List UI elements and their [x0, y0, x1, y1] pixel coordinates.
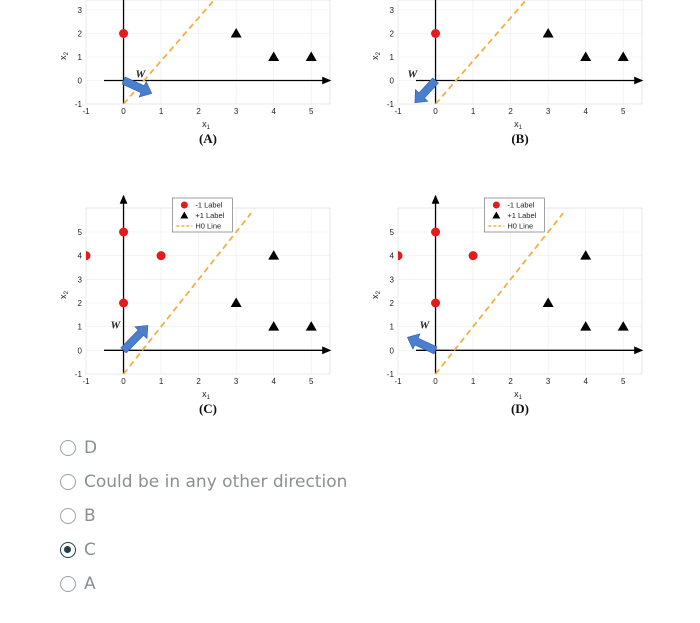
option-any-direction[interactable] [60, 470, 347, 494]
y-tick-label: -1 [386, 100, 394, 109]
chart-panel-3 [58, 196, 330, 416]
weight-vector-label: W [419, 319, 430, 332]
x-tick-label: 5 [621, 107, 626, 116]
option-d[interactable] [60, 436, 97, 460]
x-tick-label: 5 [621, 377, 626, 386]
y-axis-label: $x_2$ [370, 52, 382, 60]
x-tick-label: 0 [433, 107, 438, 116]
legend-entry: H0 Line [195, 221, 222, 231]
option-label: A [84, 574, 96, 594]
y-axis-label-sub: 2 [64, 291, 70, 295]
y-axis-label: $x_2$ [58, 52, 70, 60]
option-a[interactable] [60, 572, 96, 596]
weight-vector-label: W [135, 68, 146, 81]
y-tick-label: 3 [77, 6, 82, 15]
legend-marker-circle [181, 202, 188, 209]
x-axis-label: $x_1$ [202, 119, 210, 131]
x-tick-label: 0 [433, 377, 438, 386]
neg-point [157, 251, 166, 260]
y-axis-label-sub: 2 [376, 52, 382, 56]
option-label: B [84, 506, 96, 526]
x-tick-label: 0 [121, 377, 126, 386]
legend-entry: -1 Label [195, 200, 223, 210]
y-tick-label: 0 [77, 76, 82, 86]
y-axis-label: $x_2$ [370, 291, 382, 299]
x-tick-label: 1 [158, 377, 164, 386]
panel-caption: (B) [511, 131, 529, 146]
radio-checked-icon[interactable] [60, 542, 76, 558]
y-tick-label: 0 [77, 346, 82, 356]
x-axis-label-sub: 1 [518, 125, 522, 131]
x-tick-label: -1 [82, 377, 90, 386]
radio-icon[interactable] [60, 576, 76, 592]
option-b[interactable] [60, 504, 96, 528]
y-tick-label: 1 [389, 53, 394, 62]
neg-point [119, 299, 128, 308]
y-tick-label: -1 [74, 100, 82, 109]
chart-panel-2 [370, 0, 642, 146]
neg-point [431, 228, 440, 237]
neg-point [119, 29, 128, 38]
neg-point [431, 299, 440, 308]
x-tick-label: 3 [545, 377, 551, 386]
x-tick-label: 4 [271, 377, 276, 386]
x-tick-label: 3 [545, 107, 551, 116]
x-axis-label: $x_1$ [514, 389, 522, 401]
neg-point [394, 251, 403, 260]
weight-vector-label: W [110, 319, 121, 332]
y-tick-label: 0 [389, 76, 394, 86]
y-tick-label: 3 [389, 6, 394, 15]
y-tick-label: 3 [389, 275, 394, 285]
x-tick-label: 1 [470, 377, 476, 386]
y-tick-label: 2 [389, 29, 394, 39]
radio-icon[interactable] [60, 508, 76, 524]
weight-vector-label: W [407, 68, 418, 81]
neg-point [469, 251, 478, 260]
legend [484, 198, 544, 232]
x-tick-label: -1 [394, 377, 402, 386]
y-tick-label: 4 [389, 251, 394, 261]
option-label: Could be in any other direction [84, 472, 348, 492]
x-tick-label: 2 [196, 377, 201, 386]
x-tick-label: 4 [583, 377, 588, 386]
y-tick-label: 5 [389, 228, 394, 237]
x-tick-label: 0 [121, 107, 126, 116]
y-axis-label: $x_2$ [58, 291, 70, 299]
radio-icon[interactable] [60, 474, 76, 490]
y-tick-label: 3 [77, 275, 82, 285]
x-tick-label: 3 [233, 107, 239, 116]
x-tick-label: 4 [271, 107, 276, 116]
chart-panel-1 [58, 0, 330, 146]
x-axis-label-sub: 1 [518, 395, 522, 401]
y-tick-label: 1 [389, 322, 394, 332]
y-tick-label: 0 [389, 346, 394, 356]
panel-caption: (A) [198, 131, 218, 146]
radio-icon[interactable] [60, 440, 76, 456]
y-tick-label: 2 [77, 299, 82, 308]
y-tick-label: 2 [389, 299, 394, 308]
x-tick-label: 2 [508, 107, 513, 116]
x-tick-label: 1 [158, 107, 164, 116]
y-tick-label: 4 [77, 251, 82, 261]
panel-caption: (D) [510, 401, 530, 416]
panel-caption: (C) [198, 401, 218, 416]
y-tick-label: -1 [386, 370, 394, 379]
y-tick-label: 1 [77, 53, 82, 62]
y-tick-label: -1 [74, 370, 82, 379]
x-tick-label: -1 [394, 107, 402, 116]
y-axis-label-sub: 2 [64, 52, 70, 56]
x-axis-label: $x_1$ [202, 389, 210, 401]
y-axis-label-sub: 2 [376, 291, 382, 295]
x-tick-label: 5 [309, 107, 314, 116]
x-tick-label: 4 [583, 107, 588, 116]
y-tick-label: 2 [77, 29, 82, 39]
option-label: C [84, 540, 96, 560]
option-c[interactable] [60, 538, 96, 562]
x-tick-label: 1 [470, 107, 476, 116]
plot-area [86, 0, 330, 104]
neg-point [119, 228, 128, 237]
x-tick-label: 2 [196, 107, 201, 116]
x-tick-label: -1 [82, 107, 90, 116]
x-tick-label: 3 [233, 377, 239, 386]
legend-entry: +1 Label [195, 211, 225, 220]
legend-marker-circle [493, 202, 500, 209]
x-axis-label-sub: 1 [206, 395, 210, 401]
legend-entry: +1 Label [507, 211, 537, 220]
plot-area [398, 0, 642, 104]
x-axis-label: $x_1$ [514, 119, 522, 131]
x-axis-label-sub: 1 [206, 125, 210, 131]
x-tick-label: 5 [309, 377, 314, 386]
legend [172, 198, 232, 232]
chart-panel-4 [370, 196, 642, 416]
option-label: D [84, 438, 98, 458]
y-tick-label: 5 [77, 228, 82, 237]
neg-point [431, 29, 440, 38]
y-tick-label: 1 [77, 322, 82, 332]
legend-entry: H0 Line [507, 221, 534, 231]
legend-entry: -1 Label [507, 200, 535, 210]
x-tick-label: 2 [508, 377, 513, 386]
neg-point [82, 251, 91, 260]
